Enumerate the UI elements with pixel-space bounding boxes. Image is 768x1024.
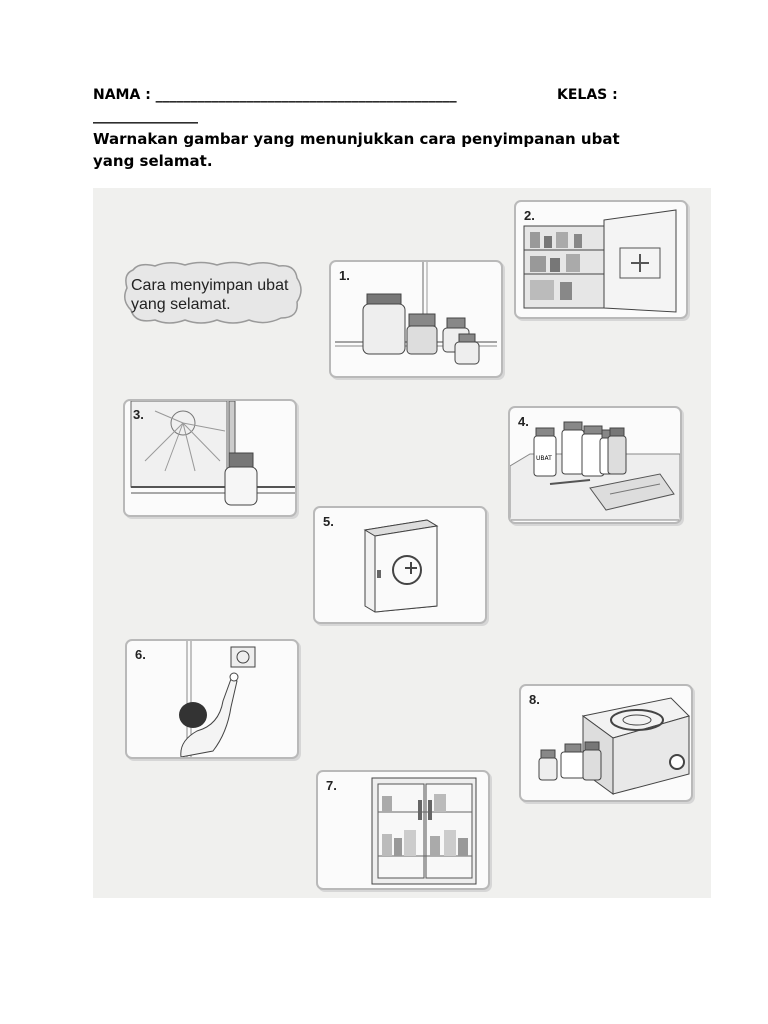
- worksheet-image: [93, 188, 711, 898]
- cabinet-open-illustration: [516, 202, 686, 317]
- card-number: 3.: [133, 407, 144, 422]
- card-number: 5.: [323, 514, 334, 529]
- card-number: 6.: [135, 647, 146, 662]
- bottle-label-text: UBAT: [536, 455, 552, 462]
- child-reaching-illustration: [127, 641, 297, 757]
- window-sunlight-illustration: [125, 401, 295, 515]
- first-aid-box-illustration: [315, 508, 485, 622]
- picture-card-5[interactable]: [313, 506, 487, 624]
- bubble-text: Cara menyimpan ubat yang selamat.: [131, 277, 289, 313]
- card-number: 1.: [339, 268, 350, 283]
- picture-card-7[interactable]: [316, 770, 490, 890]
- picture-card-4[interactable]: [508, 406, 682, 524]
- picture-card-2[interactable]: [514, 200, 688, 319]
- instruction-text: Warnakan gambar yang menunjukkan cara penyimpanan ubat yang selamat.: [93, 130, 620, 170]
- table-bottles-illustration: [510, 408, 680, 522]
- picture-card-8[interactable]: [519, 684, 693, 802]
- picture-card-1[interactable]: [329, 260, 503, 378]
- stove-bottles-illustration: [521, 686, 691, 800]
- shelf-bottles-illustration: [331, 262, 501, 376]
- card-number: 8.: [529, 692, 540, 707]
- card-number: 7.: [326, 778, 337, 793]
- card-number: 4.: [518, 414, 529, 429]
- class-field-line: _______________: [93, 108, 198, 124]
- picture-card-6[interactable]: [125, 639, 299, 759]
- card-number: 2.: [524, 208, 535, 223]
- glass-cabinet-illustration: [318, 772, 488, 888]
- name-field-label: NAMA : ___________________________________________: [93, 87, 457, 103]
- class-field-label: KELAS :: [557, 87, 618, 103]
- picture-card-3[interactable]: [123, 399, 297, 517]
